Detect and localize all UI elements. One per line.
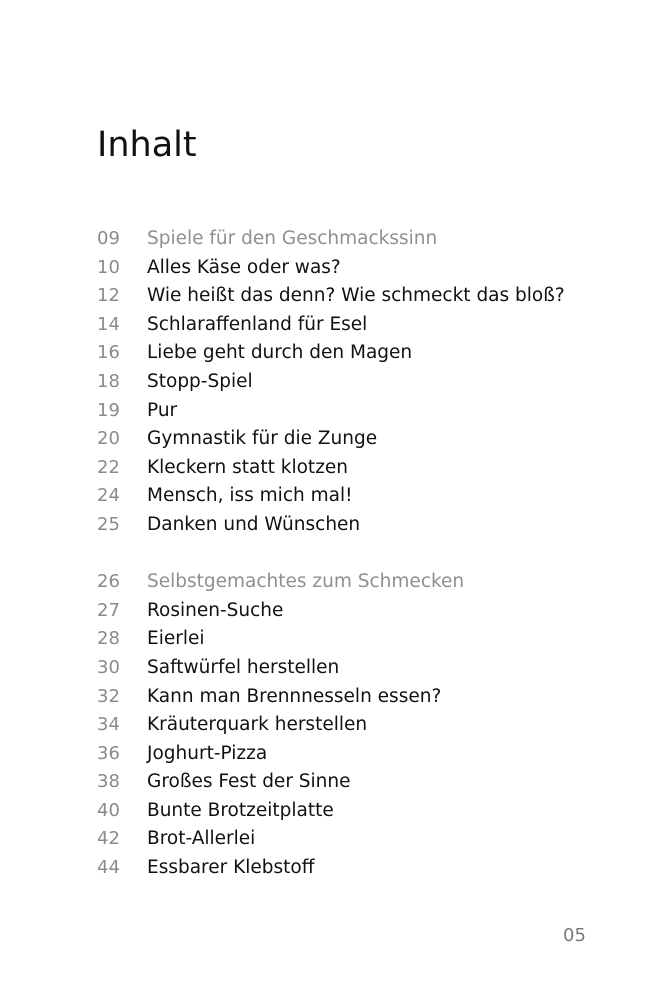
toc-entry-text: Kleckern statt klotzen xyxy=(147,456,349,478)
toc-page-number: 24 xyxy=(97,485,120,507)
toc-entry xyxy=(97,368,637,397)
toc-entry-text: Bunte Brotzeitplatte xyxy=(147,799,334,821)
toc-page-number: 27 xyxy=(97,599,120,621)
toc-entry xyxy=(97,397,637,426)
toc-entry xyxy=(97,454,637,483)
toc-entry xyxy=(97,768,637,797)
toc-entry-text: Eierlei xyxy=(147,628,205,650)
toc-page-number: 20 xyxy=(97,428,120,450)
toc-entry xyxy=(97,311,637,340)
toc-entry-text: Pur xyxy=(147,399,178,421)
toc-heading-text: Spiele für den Geschmackssinn xyxy=(147,228,438,249)
toc-page-number: 09 xyxy=(97,228,120,249)
toc-entry xyxy=(97,740,637,769)
toc-section xyxy=(97,568,637,883)
toc-entry xyxy=(97,825,637,854)
toc-entry-text: Gymnastik für die Zunge xyxy=(147,428,378,450)
toc-page-number: 42 xyxy=(97,828,120,850)
toc-entry-text: Danken und Wünschen xyxy=(147,513,361,535)
toc-entry xyxy=(97,482,637,511)
toc-entry xyxy=(97,339,637,368)
toc-entry xyxy=(97,683,637,712)
toc-entry xyxy=(97,711,637,740)
toc-page-number: 10 xyxy=(97,256,120,278)
toc-page-number: 44 xyxy=(97,857,120,879)
toc-page-number: 32 xyxy=(97,685,120,707)
toc-entry xyxy=(97,625,637,654)
toc-page-number: 12 xyxy=(97,285,120,307)
toc-entry-text: Joghurt-Pizza xyxy=(147,742,268,764)
toc-section-heading xyxy=(97,225,637,254)
toc-page-number: 18 xyxy=(97,370,120,392)
toc-page-number: 36 xyxy=(97,742,120,764)
toc-entry xyxy=(97,854,637,883)
toc-page-number: 28 xyxy=(97,628,120,650)
toc-entry-text: Alles Käse oder was? xyxy=(147,256,341,278)
toc-entry xyxy=(97,597,637,626)
toc-page-number: 22 xyxy=(97,456,120,478)
toc-entry-text: Mensch, iss mich mal! xyxy=(147,485,353,507)
toc-entry xyxy=(97,254,637,283)
toc-page-number: 40 xyxy=(97,799,120,821)
toc-page-number: 25 xyxy=(97,513,120,535)
toc-entry-text: Wie heißt das denn? Wie schmeckt das bloß? xyxy=(147,285,565,307)
toc-entry-text: Kann man Brennnesseln essen? xyxy=(147,685,442,707)
page-number: 05 xyxy=(563,925,586,946)
page-title: Inhalt xyxy=(97,125,197,165)
toc-entry-text: Stopp-Spiel xyxy=(147,370,253,392)
toc-section xyxy=(97,225,637,540)
toc-entry-text: Saftwürfel herstellen xyxy=(147,656,340,678)
toc-entry xyxy=(97,797,637,826)
toc-entry-text: Großes Fest der Sinne xyxy=(147,771,351,793)
toc-entry xyxy=(97,654,637,683)
toc-heading-text: Selbstgemachtes zum Schmecken xyxy=(147,571,465,593)
toc-entry-text: Kräuterquark herstellen xyxy=(147,714,368,736)
toc-page-number: 16 xyxy=(97,342,120,364)
toc-page-number: 30 xyxy=(97,656,120,678)
toc-page-number: 19 xyxy=(97,399,120,421)
toc-section-heading xyxy=(97,568,637,597)
toc-entry-text: Essbarer Klebstoff xyxy=(147,857,315,879)
toc-entry xyxy=(97,425,637,454)
toc-page-number: 34 xyxy=(97,714,120,736)
toc-page-number: 26 xyxy=(97,571,120,593)
toc-page-number: 14 xyxy=(97,313,120,335)
toc-entry-text: Schlaraffenland für Esel xyxy=(147,313,368,335)
table-of-contents xyxy=(97,225,637,911)
toc-entry-text: Liebe geht durch den Magen xyxy=(147,342,413,364)
toc-entry xyxy=(97,282,637,311)
toc-entry-text: Rosinen-Suche xyxy=(147,599,284,621)
toc-entry xyxy=(97,511,637,540)
toc-page-number: 38 xyxy=(97,771,120,793)
toc-entry-text: Brot-Allerlei xyxy=(147,828,256,850)
